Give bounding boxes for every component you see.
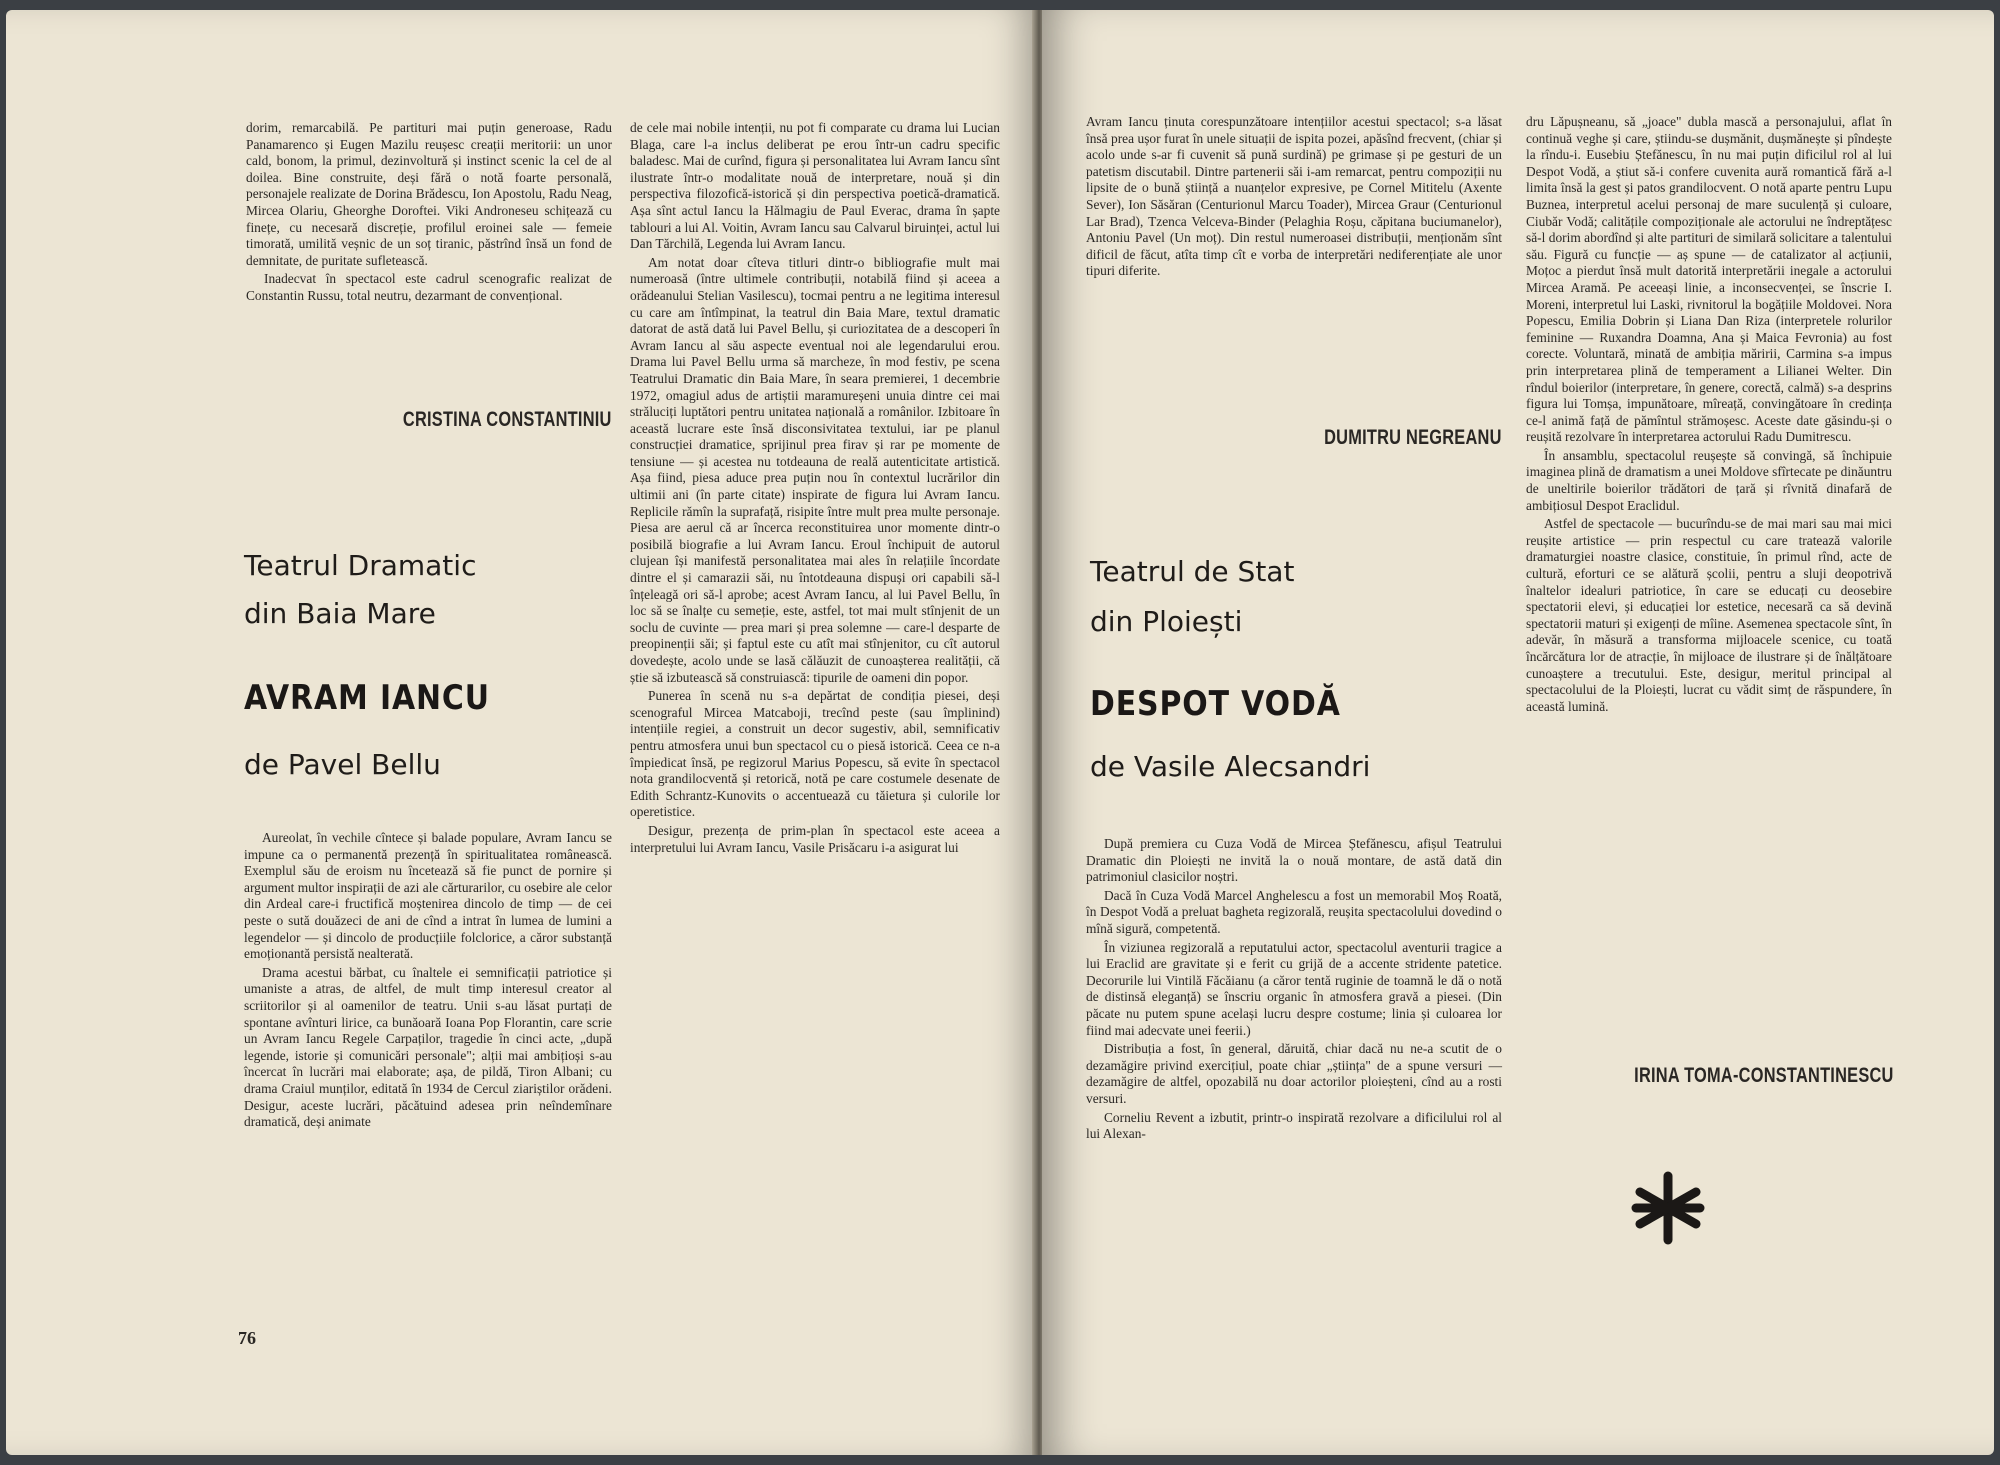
article-paragraph: Aureolat, în vechile cîntece și balade populare, Avram Iancu se impune ca o permanentă prezență în spiritualitatea românească. Exemplul său de eroism nu încetează să fie punct de pornire și argument multor inspirații de azi ale cărturarilor, cu osebire ale celor din Ardeal care-i fructifică moștenirea dincolo de timp — de cei peste o sută douăzeci de ani de cînd a intrat în lumea de lumini a legendelor — și dincolo de producțiile folclorice, a căror substanță emoționantă persistă nealterată. <box>244 830 612 962</box>
article-paragraph: dru Lăpușneanu, să „joace" dubla mască a personajului, aflat în continuă veghe și care, știindu-se dușmănit, dușmănește și pîndește la rîndu-i. Eusebiu Ștefănescu, în nu mai puțin dificilul rol al lui Despot Vodă, a știut să-i confere cuvenita aură romantică fără a-l limita însă la gest și patos grandilocvent. O notă aparte pentru Lupu Buznea, interpretul acelui personaj de mare suculență și culoare, Ciubăr Vodă; calitățile compoziționale ale actorului ne îndreptățesc să-l dorim abordînd și alte partituri de similară solicitare a talentului său. Figură cu funcție — aș spune — de catalizator al acțiunii, Moțoc a pierdut însă mult datorită interpretării inegale a actorului Mircea Aramă. Pe aceeași linie, a inconsecvenței, se înscrie I. Moreni, interpretul lui Laski, rivnitorul la bogățiile Moldovei. Nora Popescu, Emilia Dobrin și Liana Dan Riza (interpretele rolurilor feminine — Ruxandra Doamna, Ana și Maica Fevronia) au fost corecte. Voluntară, minată de ambiția măririi, Carmina s-a impus prin interpretarea plină de temperament a Lilianei Welter. Din rîndul boierilor (interpretare, în genere, corectă, calmă) s-a desprins figura lui Tomșa, impunătoare, mîreață, convingătoare în credința ce-l animă față de pămîntul strămoșesc. Aceste date găsindu-și o reușită rezolvare în interpretarea actorului Radu Dumitrescu. <box>1526 114 1892 445</box>
left-page <box>6 10 1036 1455</box>
section-heading: Teatrul de Stat <box>1090 555 1295 588</box>
article-column-1 <box>244 830 612 1131</box>
review-paragraph: dorim, remarcabilă. Pe partituri mai puțin generoase, Radu Panamarenco și Eugen Mazilu reușesc creații meritorii: un unor cald, bonom, la primul, dezinvoltură și instinct scenic la cel de al doilea. Bine construite, deși fără o notă foarte personală, personajele realizate de Dorina Brădescu, Ion Apostolu, Radu Neag, Mircea Olariu, Gheorghe Doroftei. Viki Androneseu schițează cu finețe, cu necesară discreție, profilul eroinei sale — femeie timorată, umilită veșnic de un soț tiranic, păstrînd însă un fond de demnitate, de puritate sufletească. <box>246 120 612 268</box>
asterisk-ornament-icon <box>1628 1168 1708 1248</box>
article-paragraph: Desigur, prezența de prim-plan în spectacol este aceea a interpretului lui Avram Iancu, Vasile Prisăcaru i-a asigurat lui <box>630 822 1000 855</box>
review-ending-column <box>1086 114 1502 280</box>
article-paragraph: Punerea în scenă nu s-a depărtat de condiția piesei, deși scenograful Mircea Matcaboji, trecînd peste (sau împlinind) intențiile regiei, a construit un decor sugestiv, abil, semnificativ pentru atmosfera unui bun spectacol cu o piesă istorică. Ceea ce n-a împiedicat însă, pe regizorul Marius Popescu, să evite în spectacol nota grandilocventă și retorică, notă pe care costumele desenate de Edith Schrantz-Kunovits o accentuează cu tăietura și culorile lor operetistice. <box>630 688 1000 820</box>
article-column-2 <box>630 120 1000 856</box>
article-paragraph: După premiera cu Cuza Vodă de Mircea Ștefănescu, afișul Teatrului Dramatic din Ploiești ne invită la o nouă montare, de astă dată din patrimoniul clasicilor noștri. <box>1086 836 1502 885</box>
section-heading: Teatrul Dramatic <box>244 549 477 582</box>
review-paragraph: Avram Iancu ținuta corespunzătoare intențiilor acestui spectacol; s-a lăsat însă prea ușor furat în unele situații de ispita pozei, apăsînd frecvent, (chiar și acolo unde s-ar fi cuvenit să pună surdină) pe grimase și pe gesturi de un patetism discutabil. Dintre partenerii săi i-am remarcat, pentru compoziții nu lipsite de o bună știință a nuanțelor expresive, pe Cornel Mititelu (Axente Sever), Ion Săsăran (Centurionul Marcu Toader), Mircea Graur (Centurionul Lar Brad), Tzenca Velceva-Binder (Pelaghia Roșu, căpitana buciumanelor), Antoniu Pavel (Un moț). Din restul numeroasei distribuții, menționăm sînt dificil de făcut, atîta timp cît e vorba de interpretări nediferențiate ale unor tipuri diferite. <box>1086 114 1502 279</box>
article-paragraph: Am notat doar cîteva titluri dintr-o bibliografie mult mai numeroasă (între ultimele contribuții, notabilă fiind și aceea a orădeanului Stelian Vasilescu), tocmai pentru a ne legitima interesul cu care am întîmpinat, la teatrul din Baia Mare, textul dramatic datorat de astă dată lui Pavel Bellu, și curiozitatea de a descoperi în Avram Iancu al său aspecte eventual noi ale legendarului erou. Drama lui Pavel Bellu urma să marcheze, în mod festiv, pe scena Teatrului Dramatic din Baia Mare, în seara premierei, 1 decembrie 1972, omagiul adus de artiștii maramureșeni unuia dintre cei mai străluciți luptători pentru unitatea națională a românilor. Izbitoare în această lucrare este însă disconsivitatea textului, iar pe planul construcției dramatice, sprijinul prea firav și rar pe momente de tensiune — și acestea nu totdeauna de reală autenticitate artistică. Așa fiind, piesa aduce prea puțin nou în contextul lucrărilor din ultimii ani (în parte citate) inspirate de figura lui Avram Iancu. Replicile rămîn la suprafață, risipite între mult prea multe personaje. Piesa are aerul că ar încerca reconstituirea unor momente dintr-o posibilă biografie a lui Avram Iancu. Eroul închipuit de autorul clujean își manifestă personalitatea mai ales în relațiile încordate dintre el și camarazii săi, nu întotdeauna dispuși ori capabili să-l înțeleagă ori să-l aprobe; acest Avram Iancu, al lui Pavel Bellu, în loc să se înalțe cu semeție, este, astfel, tot mai mult stînjenit de un soclu de cuvinte — prea mari și prea solemne — care-l desparte de preopinenții săi; și faptul este cu atît mai stînjenitor, cu cît autorul dovedește, acolo unde se lasă călăuzit de cunoașterea realității, că știe să izbutească să construiască: tipurile de oameni din popor. <box>630 254 1000 685</box>
article-paragraph: Drama acestui bărbat, cu înaltele ei semnificații patriotice și umaniste a atras, de altfel, de mult timp interesul creator al scriitorilor și al oamenilor de teatru. Unii s-au lăsat purtați de spontane avînturi lirice, ca bunăoară Ioana Pop Florantin, care scrie un Avram Iancu Regele Carpaților, tragedie în cinci acte, „după legende, istorie și comunicări personale"; alții mai ambițioși s-au încercat în lucrări mai elaborate; așa, de pildă, Tiron Albani; cu drama Craiul munților, editată în 1934 de Cercul ziariștilor orădeni. Desigur, aceste lucrări, păcătuind adesea prin neîndemînare dramatică, deși animate <box>244 964 612 1130</box>
article-paragraph: Dacă în Cuza Vodă Marcel Anghelescu a fost un memorabil Moș Roată, în Despot Vodă a preluat bagheta regizorală, reușita spectacolului dovedind o mînă sigură, competentă. <box>1086 887 1502 936</box>
article-paragraph: În ansamblu, spectacolul reușește să convingă, să închipuie imaginea plină de dramatism a unei Moldove sfîrtecate pe dinăuntru de uneltirile boierilor trădători de țară și rîvnită dinafară de ambițiosul Despot Eraclidul. <box>1526 447 1892 513</box>
play-author: de Pavel Bellu <box>244 748 441 781</box>
article-paragraph: de cele mai nobile intenții, nu pot fi comparate cu drama lui Lucian Blaga, care l-a inclus deliberat pe erou într-un cadru specific baladesc. Mai de curînd, figura și personalitatea lui Avram Iancu sînt ilustrate într-o modalitate nouă de interpretare, nouă și din perspectiva filozofică-istorică și din perspectiva poetică-dramatică. Așa sînt actul Iancu la Hălmagiu de Paul Everac, drama în șapte tablouri a lui Al. Voitin, Avram Iancu sau Calvarul biruinței, actul lui Dan Tărchilă, Legenda lui Avram Iancu. <box>630 120 1000 252</box>
article-column-1 <box>1086 836 1502 1143</box>
article-paragraph: Distribuția a fost, în general, dăruită, chiar dacă nu ne-a scutit de o dezamăgire privind exercițiul, poate chiar „știința" de a spune versuri — dezamăgire de altfel, opozabilă nu doar actorilor ploieșteni, cînd au a rosti versuri. <box>1086 1041 1502 1106</box>
review-ending-column <box>246 120 612 305</box>
review-paragraph: Inadecvat în spectacol este cadrul scenografic realizat de Constantin Russu, total neutru, dezarmant de convențional. <box>246 271 612 303</box>
book-spread <box>6 10 1994 1455</box>
play-author: de Vasile Alecsandri <box>1090 750 1371 783</box>
article-column-2 <box>1526 114 1892 715</box>
section-heading: din Ploiești <box>1090 605 1243 638</box>
signature: DUMITRU NEGREANU <box>1324 426 1502 449</box>
section-heading: din Baia Mare <box>244 597 436 630</box>
page-number: 76 <box>238 1328 256 1348</box>
play-title: DESPOT VODĂ <box>1090 684 1341 724</box>
article-paragraph: Corneliu Revent a izbutit, printr-o inspirată rezolvare a dificilului rol al lui Alexan- <box>1086 1109 1502 1142</box>
article-paragraph: În viziunea regizorală a reputatului actor, spectacolul aventurii tragice a lui Eraclid are gravitate și e ferit cu grijă de a accente stridente patetice. Decorurile lui Vintilă Făcăianu (a căror tentă ruginie de toamnă le dă o notă de distinsă eleganță) se înscriu organic în atmosfera gravă a piesei. (Din păcate nu putem spune același lucru despre costume; linia și culoarea lor fiind mai adecvate unei feerii.) <box>1086 939 1502 1038</box>
right-page <box>1042 10 1994 1455</box>
signature: IRINA TOMA-CONSTANTINESCU <box>1634 1064 1894 1087</box>
play-title: AVRAM IANCU <box>244 678 490 718</box>
signature: CRISTINA CONSTANTINIU <box>403 408 612 431</box>
article-paragraph: Astfel de spectacole — bucurîndu-se de mai mari sau mai mici reușite artistice — prin respectul cu care tratează valorile dramaturgiei noastre clasice, constituie, în primul rînd, acte de cultură, eforturi ce se alătură școlii, pentru a sluji deopotrivă înaltelor idealuri patriotice, în care se educați cu deosebire spectatorii elevi, și educației lor estetice, necesară ca să devină spectatorii maturi și exigenți de mîine. Asemenea spectacole sînt, în adevăr, în măsură a transforma mijloacele scenice, cu toată încărcătura lor de atracție, în mijloace de ilustrare și de înălțătoare cunoaștere a trecutului. Este, desigur, meritul principal al spectacolului de la Ploiești, lucrat cu vădit simț de răspundere, în această lumină. <box>1526 516 1892 714</box>
